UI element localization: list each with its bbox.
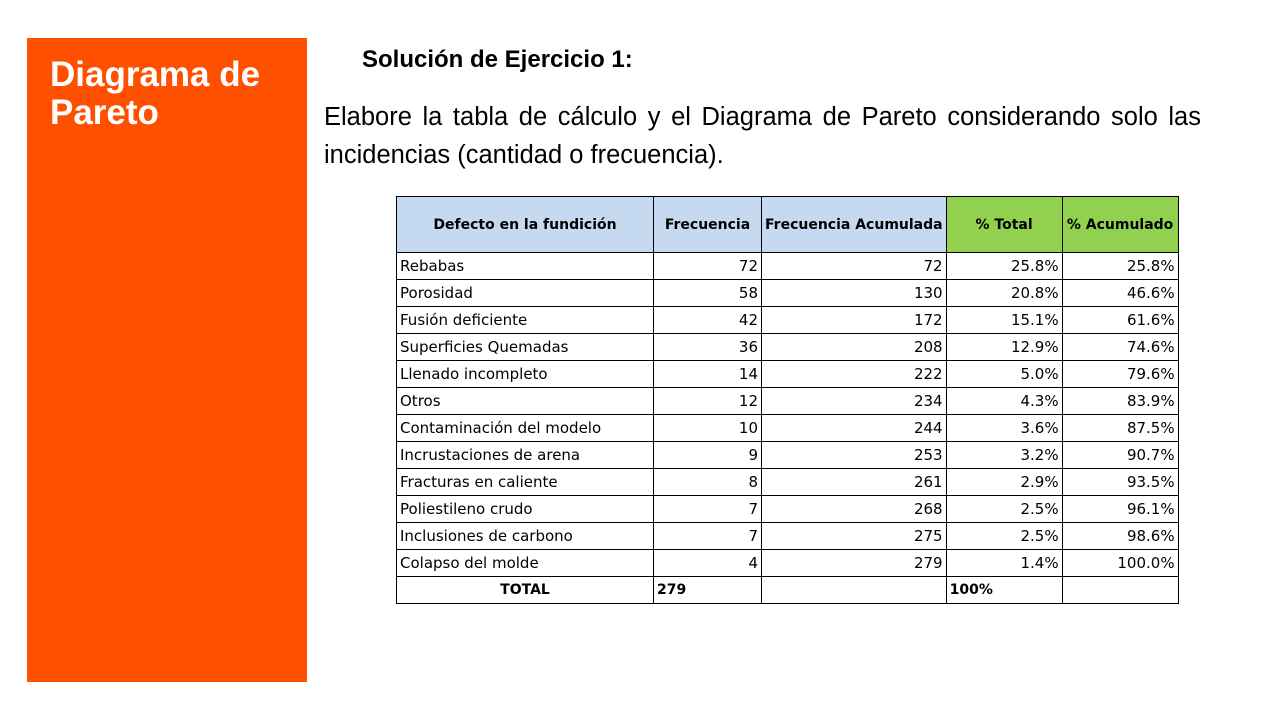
total-cumulative: [762, 577, 947, 604]
table-row: [397, 496, 1179, 523]
header-percent-cumulative: % Acumulado: [1062, 197, 1178, 253]
table-row: [397, 280, 1179, 307]
percent-cumulative-cell: 61.6%: [1062, 307, 1178, 334]
total-row: [397, 577, 1179, 604]
percent-cumulative-cell: 83.9%: [1062, 388, 1178, 415]
percent-cumulative-cell: 79.6%: [1062, 361, 1178, 388]
table-row: [397, 442, 1179, 469]
cumulative-frequency-cell: 222: [762, 361, 947, 388]
cumulative-frequency-cell: 234: [762, 388, 947, 415]
cumulative-frequency-cell: 72: [762, 253, 947, 280]
header-percent-total: % Total: [946, 197, 1062, 253]
percent-total-cell: 2.9%: [946, 469, 1062, 496]
percent-total-cell: 20.8%: [946, 280, 1062, 307]
frequency-cell: 14: [654, 361, 762, 388]
percent-cumulative-cell: 90.7%: [1062, 442, 1178, 469]
cumulative-frequency-cell: 208: [762, 334, 947, 361]
percent-cumulative-cell: 96.1%: [1062, 496, 1178, 523]
defect-cell: Otros: [397, 388, 654, 415]
defect-cell: Superficies Quemadas: [397, 334, 654, 361]
defect-cell: Contaminación del modelo: [397, 415, 654, 442]
table-row: [397, 550, 1179, 577]
frequency-cell: 36: [654, 334, 762, 361]
header-frequency: Frecuencia: [654, 197, 762, 253]
percent-cumulative-cell: 100.0%: [1062, 550, 1178, 577]
frequency-cell: 72: [654, 253, 762, 280]
table-row: [397, 388, 1179, 415]
table-row: [397, 523, 1179, 550]
frequency-cell: 8: [654, 469, 762, 496]
cumulative-frequency-cell: 130: [762, 280, 947, 307]
percent-total-cell: 15.1%: [946, 307, 1062, 334]
percent-total-cell: 2.5%: [946, 496, 1062, 523]
percent-total-cell: 5.0%: [946, 361, 1062, 388]
total-frequency: 279: [654, 577, 762, 604]
defect-cell: Llenado incompleto: [397, 361, 654, 388]
frequency-cell: 10: [654, 415, 762, 442]
defect-cell: Inclusiones de carbono: [397, 523, 654, 550]
percent-cumulative-cell: 46.6%: [1062, 280, 1178, 307]
frequency-cell: 58: [654, 280, 762, 307]
cumulative-frequency-cell: 275: [762, 523, 947, 550]
percent-total-cell: 1.4%: [946, 550, 1062, 577]
title-sidebar: [27, 38, 307, 682]
percent-total-cell: 2.5%: [946, 523, 1062, 550]
table-row: [397, 415, 1179, 442]
defect-cell: Poliestileno crudo: [397, 496, 654, 523]
cumulative-frequency-cell: 268: [762, 496, 947, 523]
frequency-cell: 7: [654, 496, 762, 523]
header-defect: Defecto en la fundición: [397, 197, 654, 253]
percent-total-cell: 3.6%: [946, 415, 1062, 442]
percent-total-cell: 4.3%: [946, 388, 1062, 415]
defect-cell: Fracturas en caliente: [397, 469, 654, 496]
frequency-cell: 42: [654, 307, 762, 334]
header-cumulative-frequency: Frecuencia Acumulada: [762, 197, 947, 253]
table-row: [397, 361, 1179, 388]
cumulative-frequency-cell: 253: [762, 442, 947, 469]
defect-cell: Colapso del molde: [397, 550, 654, 577]
cumulative-frequency-cell: 172: [762, 307, 947, 334]
pareto-table: [396, 196, 1179, 604]
total-label: TOTAL: [397, 577, 654, 604]
frequency-cell: 7: [654, 523, 762, 550]
percent-cumulative-cell: 87.5%: [1062, 415, 1178, 442]
frequency-cell: 4: [654, 550, 762, 577]
defect-cell: Porosidad: [397, 280, 654, 307]
frequency-cell: 12: [654, 388, 762, 415]
table-row: [397, 253, 1179, 280]
defect-cell: Fusión deficiente: [397, 307, 654, 334]
defect-cell: Rebabas: [397, 253, 654, 280]
slide-title: Diagrama de Pareto: [50, 55, 261, 132]
percent-total-cell: 12.9%: [946, 334, 1062, 361]
exercise-instructions: Elabore la tabla de cálculo y el Diagrama de Pareto considerando solo las incidencias (cantidad o frecuencia).: [324, 103, 1201, 169]
percent-cumulative-cell: 25.8%: [1062, 253, 1178, 280]
exercise-subtitle: Solución de Ejercicio 1:: [362, 46, 633, 73]
cumulative-frequency-cell: 261: [762, 469, 947, 496]
defect-cell: Incrustaciones de arena: [397, 442, 654, 469]
percent-cumulative-cell: 74.6%: [1062, 334, 1178, 361]
percent-cumulative-cell: 98.6%: [1062, 523, 1178, 550]
table-row: [397, 469, 1179, 496]
percent-total-cell: 3.2%: [946, 442, 1062, 469]
table-row: [397, 334, 1179, 361]
cumulative-frequency-cell: 244: [762, 415, 947, 442]
cumulative-frequency-cell: 279: [762, 550, 947, 577]
percent-total-cell: 25.8%: [946, 253, 1062, 280]
total-cumulative-percent: [1062, 577, 1178, 604]
percent-cumulative-cell: 93.5%: [1062, 469, 1178, 496]
header-row: [397, 197, 1179, 253]
total-percent: 100%: [946, 577, 1062, 604]
table-row: [397, 307, 1179, 334]
frequency-cell: 9: [654, 442, 762, 469]
